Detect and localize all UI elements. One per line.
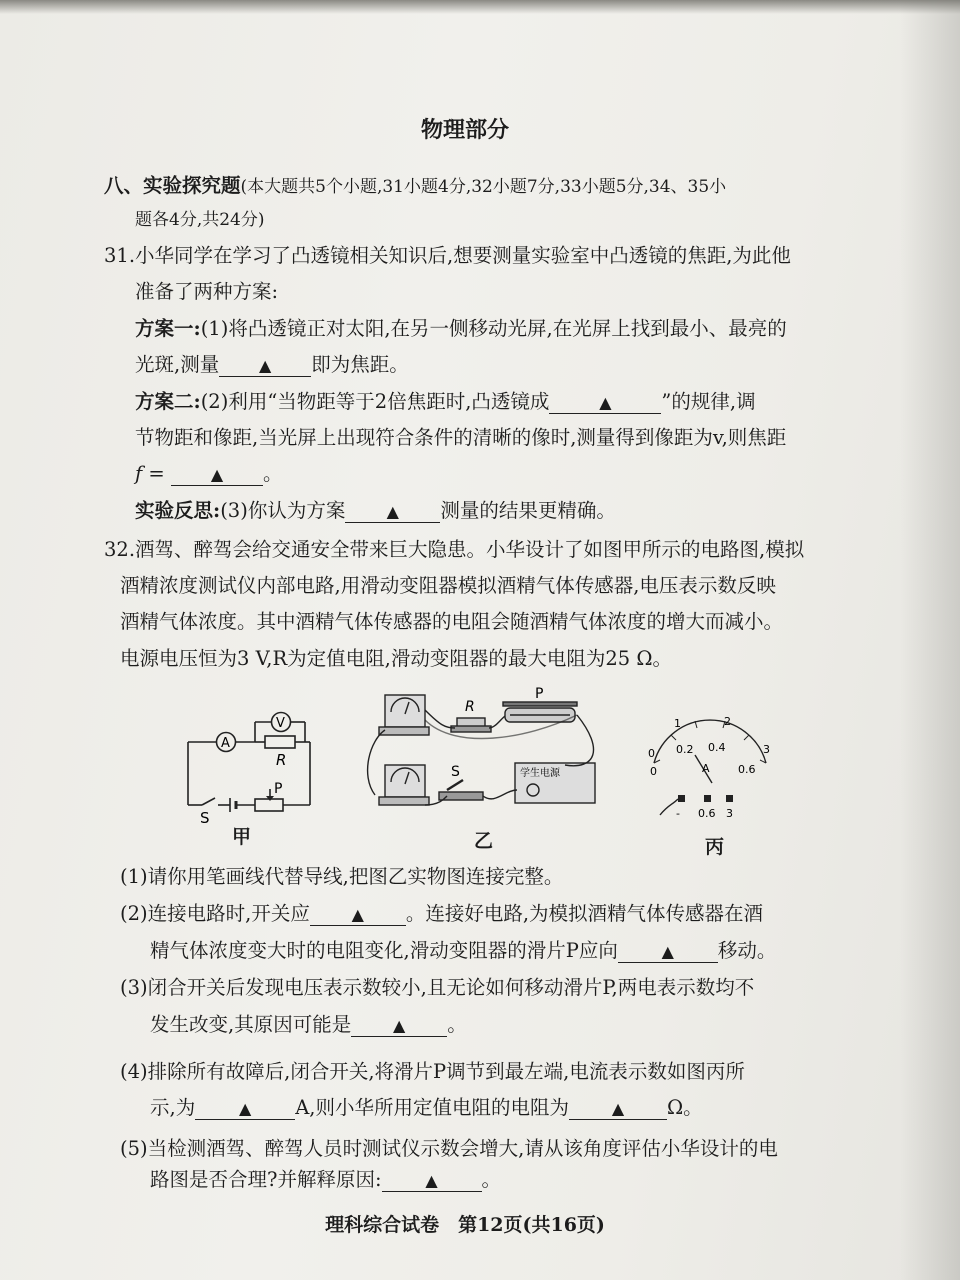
plan2-label: 方案二: [135,390,201,413]
blank-mark: ▲ [386,502,399,521]
page-footer: 理科综合试卷 第12页(共16页) [325,1214,605,1236]
q31-plan2-line2: 节物距和像距,当光屏上出现符合条件的清晰的像时,测量得到像距为v,则焦距 [135,426,787,449]
q32-s4-line2 [150,1096,703,1120]
upper-tick-2: 2 [724,715,731,728]
power-supply-label: 学生电源 [520,768,560,779]
plan1-line2-b: 即为焦距。 [311,353,409,376]
ammeter-symbol: A [221,736,230,751]
q32-s1: (1)请你用笔画线代替导线,把图乙实物图连接完整。 [120,865,564,888]
s4-line2-c: Ω。 [666,1096,703,1119]
yi-switch-label: S [451,764,460,780]
q32-s4: (4)排除所有故障后,闭合开关,将滑片P调节到最左端,电流表示数如图丙所 [120,1060,745,1083]
voltmeter-symbol: V [276,716,285,731]
lower-tick-3: 0.6 [738,763,756,776]
plan2-line3-a: f = [135,462,165,485]
s2-b: 。连接好电路,为模拟酒精气体传感器在酒 [405,902,764,925]
switch-label-s: S [200,809,210,827]
fig-caption-bing: 丙 [705,836,725,858]
fig-caption-yi: 乙 [474,830,494,852]
terminal-3: 3 [726,807,733,820]
q31-plan2 [135,390,756,414]
blank-31-1[interactable] [219,354,311,377]
blank-32-5[interactable] [382,1169,482,1192]
reflect-label: 实验反思: [135,499,221,522]
blank-32-2b[interactable] [618,940,718,963]
s2-line2-b: 移动。 [717,939,777,962]
blank-mark: ▲ [259,356,272,375]
s3-line2-b: 。 [447,1013,467,1036]
page-top-shadow [0,0,960,14]
blank-mark: ▲ [239,1099,252,1118]
blank-mark: ▲ [393,1016,406,1035]
blank-32-2a[interactable] [310,903,406,926]
plan2-text-a: (2)利用“当物距等于2倍焦距时,凸透镜成 [200,390,550,413]
plan2-text-b: ”的规律,调 [661,390,756,413]
s2-a: (2)连接电路时,开关应 [120,902,310,925]
resistor-label-r: R [276,751,287,769]
slider-label-p: P [274,781,283,797]
blank-32-3[interactable] [351,1014,447,1037]
page-title: 物理部分 [420,117,509,143]
section-heading [104,174,726,199]
reflect-text-b: 测量的结果更精确。 [440,499,616,522]
plan2-line3-b: 。 [262,462,283,485]
plan1-line2-a: 光斑,测量 [135,353,220,376]
blank-mark: ▲ [425,1171,438,1190]
section-heading-label: 八、实验探究题 [104,174,241,197]
q32-s3-line2 [150,1013,467,1037]
q32-line4: 电源电压恒为3 V,R为定值电阻,滑动变阻器的最大电阻为25 Ω。 [120,647,673,670]
yi-slider-label: P [535,686,544,702]
blank-32-4a[interactable] [195,1097,295,1120]
plan1-label: 方案一: [135,317,201,340]
lower-tick-2: 0.4 [708,741,726,754]
upper-tick-3: 3 [763,743,770,756]
s5-line2-b: 。 [481,1168,502,1191]
s3-line2-a: 发生改变,其原因可能是 [150,1013,352,1036]
terminal-06: 0.6 [698,807,716,820]
q32-line3: 酒精气体浓度。其中酒精气体传感器的电阻会随酒精气体浓度的增大而减小。 [120,610,784,633]
s5-line2-a: 路图是否合理?并解释原因: [150,1168,382,1191]
blank-mark: ▲ [661,942,674,961]
section-note-2: 题各4分,共24分) [135,210,265,230]
blank-31-3[interactable] [171,463,263,486]
terminal-neg: - [676,807,680,820]
blank-mark: ▲ [351,905,364,924]
q32-line2: 酒精浓度测试仪内部电路,用滑动变阻器模拟酒精气体传感器,电压表示数反映 [120,574,776,597]
q31-plan2-line3 [135,462,282,486]
q32-s5-line2 [150,1168,501,1192]
upper-tick-0: 0 [648,747,655,760]
s2-line2-a: 精气体浓度变大时的电阻变化,滑动变阻器的滑片P应向 [150,939,618,962]
wiring-diagram-yi [365,680,615,830]
plan1-text: (1)将凸透镜正对太阳,在另一侧移动光屏,在光屏上找到最小、最亮的 [200,317,787,340]
circuit-diagram-jia [180,705,330,830]
q31-line1: 31.小华同学在学习了凸透镜相关知识后,想要测量实验室中凸透镜的焦距,为此他 [104,244,791,267]
s4-line2-a: 示,为 [150,1096,196,1119]
s4-line2-b: A,则小华所用定值电阻的电阻为 [295,1096,569,1119]
q32-s5: (5)当检测酒驾、醉驾人员时测试仪示数会增大,请从该角度评估小华设计的电 [120,1137,778,1160]
page-right-shadow [900,0,960,1280]
blank-mark: ▲ [611,1099,625,1118]
unit-label: A [702,762,710,775]
upper-tick-1: 1 [674,717,681,730]
ammeter-dial-bing [640,705,780,825]
lower-tick-0: 0 [650,765,657,778]
q31-plan1-line2 [135,353,409,377]
blank-31-2[interactable] [549,391,661,414]
reflect-text-a: (3)你认为方案 [220,499,346,522]
section-note-1: (本大题共5个小题,31小题4分,32小题7分,33小题5分,34、35小 [240,177,727,197]
yi-resistor-label: R [465,699,475,715]
blank-mark: ▲ [210,465,224,484]
q31-plan1 [135,317,787,341]
blank-mark: ▲ [599,393,612,412]
blank-31-4[interactable] [345,500,440,523]
lower-tick-1: 0.2 [676,743,694,756]
q31-line2: 准备了两种方案: [135,280,279,303]
blank-32-4b[interactable] [569,1097,667,1120]
q31-reflect [135,499,616,523]
q32-s3: (3)闭合开关后发现电压表示数较小,且无论如何移动滑片P,两电表示数均不 [120,976,755,999]
q32-s2-line2 [150,939,776,963]
q32-line1: 32.酒驾、醉驾会给交通安全带来巨大隐患。小华设计了如图甲所示的电路图,模拟 [104,538,805,561]
fig-caption-jia: 甲 [232,826,252,848]
q32-s2 [120,902,763,926]
